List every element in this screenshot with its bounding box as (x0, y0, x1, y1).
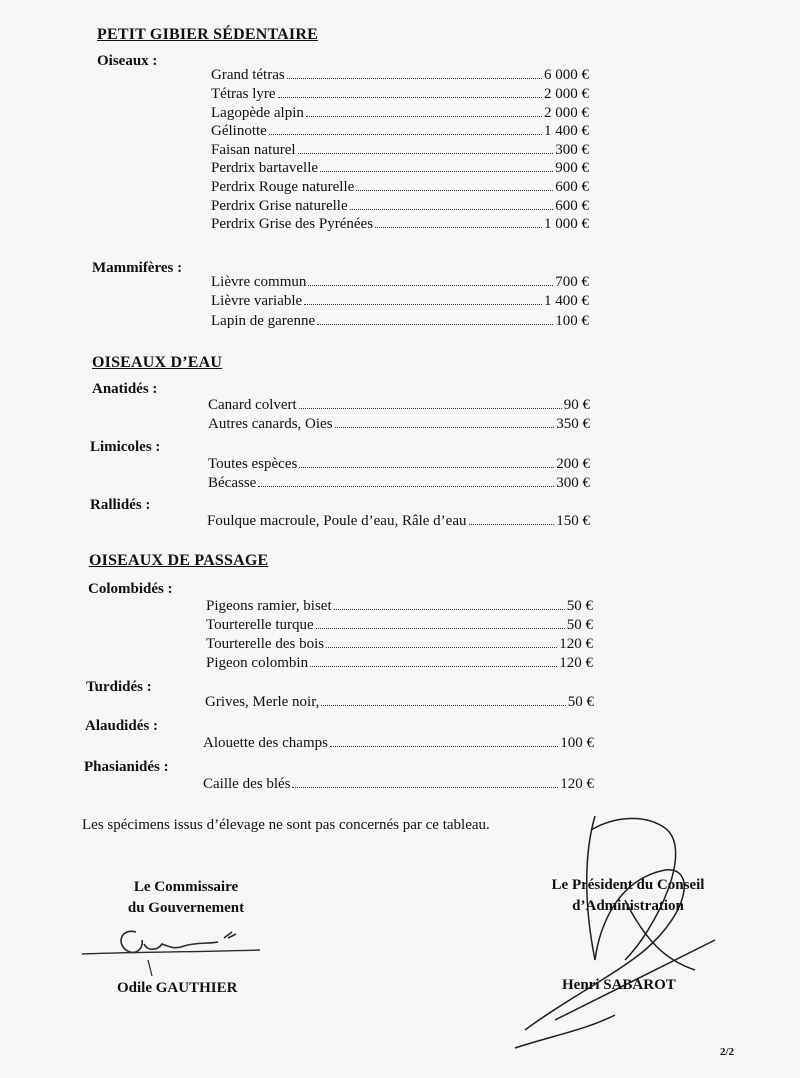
dot-leader (299, 455, 554, 468)
group-title: Alaudidés : (85, 718, 158, 734)
list-item (211, 104, 589, 122)
group-title: Limicoles : (90, 439, 161, 455)
item-name: Tétras lyre (211, 86, 276, 102)
item-price: 100 € (555, 313, 589, 329)
dot-leader (258, 474, 554, 487)
signatory-title-line: du Gouvernement (127, 900, 245, 916)
item-name: Alouette des champs (203, 735, 328, 751)
item-name: Pigeon colombin (206, 655, 309, 671)
dot-leader (310, 654, 557, 667)
item-name: Faisan naturel (211, 142, 296, 158)
item-price: 900 € (555, 160, 589, 176)
footnote: Les spécimens issus d’élevage ne sont pas concernés par ce tableau. (82, 817, 490, 833)
item-name: Caille des blés (203, 776, 291, 792)
dot-leader (308, 273, 553, 286)
page-number: 2/2 (720, 1046, 735, 1058)
item-name: Tourterelle turque (206, 617, 314, 633)
item-price: 50 € (567, 694, 594, 710)
item-name: Foulque macroule, Poule d’eau, Râle d’eau (207, 513, 467, 529)
item-price: 300 € (556, 475, 590, 491)
dot-leader (298, 141, 554, 154)
group-title: Oiseaux : (97, 53, 158, 69)
item-name: Perdrix Grise naturelle (211, 198, 348, 214)
list-item (203, 775, 594, 793)
list-item (211, 215, 589, 233)
signatory-title-line: Le Président du Conseil (551, 877, 705, 893)
item-price: 350 € (556, 416, 590, 432)
dot-leader (350, 197, 554, 210)
item-name: Perdrix Grise des Pyrénées (211, 216, 374, 232)
item-name: Grives, Merle noir, (205, 694, 320, 710)
item-price: 600 € (555, 179, 589, 195)
item-price: 600 € (555, 198, 589, 214)
item-price: 120 € (560, 776, 594, 792)
item-name: Perdrix Rouge naturelle (211, 179, 355, 195)
section-heading: OISEAUX DE PASSAGE (89, 552, 269, 569)
list-item (211, 66, 589, 84)
dot-leader (326, 635, 557, 648)
list-item (208, 455, 590, 473)
item-name: Autres canards, Oies (208, 416, 333, 432)
item-price: 1 000 € (544, 216, 589, 232)
signatory-title-line: Le Commissaire (133, 879, 239, 895)
item-name: Tourterelle des bois (206, 636, 325, 652)
item-price: 1 400 € (544, 293, 589, 309)
item-price: 6 000 € (544, 67, 589, 83)
dot-leader (269, 122, 542, 135)
group-title: Phasianidés : (84, 759, 169, 775)
list-item (211, 178, 589, 196)
dot-leader (330, 734, 558, 747)
group-title: Colombidés : (88, 581, 173, 597)
list-item (211, 312, 589, 330)
item-price: 150 € (556, 513, 590, 529)
dot-leader (335, 415, 555, 428)
dot-leader (316, 616, 565, 629)
dot-leader (304, 292, 542, 305)
list-item (211, 85, 589, 103)
section-heading: PETIT GIBIER SÉDENTAIRE (97, 26, 318, 43)
dot-leader (469, 512, 555, 525)
list-item (211, 141, 589, 159)
dot-leader (334, 597, 565, 610)
item-price: 300 € (555, 142, 589, 158)
item-name: Lapin de garenne (211, 313, 316, 329)
item-price: 700 € (555, 274, 589, 290)
item-price: 90 € (563, 397, 590, 413)
item-price: 2 000 € (544, 86, 589, 102)
item-price: 120 € (559, 636, 593, 652)
list-item (205, 693, 594, 711)
list-item (211, 292, 589, 310)
list-item (211, 122, 589, 140)
signatory-title-line: d’Administration (572, 898, 684, 914)
item-name: Perdrix bartavelle (211, 160, 319, 176)
signatory-name-left: Odile GAUTHIER (117, 980, 238, 996)
list-item (206, 654, 593, 672)
group-title: Rallidés : (90, 497, 151, 513)
item-price: 50 € (566, 598, 593, 614)
list-item (211, 197, 589, 215)
signatory-name-right: Henri SABAROT (562, 977, 676, 993)
item-price: 200 € (556, 456, 590, 472)
list-item (211, 159, 589, 177)
list-item (211, 273, 589, 291)
item-name: Canard colvert (208, 397, 297, 413)
dot-leader (317, 312, 553, 325)
dot-leader (306, 104, 542, 117)
dot-leader (356, 178, 553, 191)
item-name: Lièvre variable (211, 293, 303, 309)
list-item (208, 474, 590, 492)
list-item (203, 734, 594, 752)
section-heading: OISEAUX D’EAU (92, 354, 223, 371)
item-name: Bécasse (208, 475, 257, 491)
list-item (207, 512, 590, 530)
signatory-title-left (96, 877, 276, 919)
dot-leader (278, 85, 542, 98)
dot-leader (299, 396, 562, 409)
item-name: Toutes espèces (208, 456, 298, 472)
item-price: 50 € (566, 617, 593, 633)
group-title: Turdidés : (86, 679, 152, 695)
item-name: Pigeons ramier, biset (206, 598, 332, 614)
group-title: Mammifères : (92, 260, 183, 276)
list-item (206, 616, 593, 634)
item-name: Lagopède alpin (211, 105, 304, 121)
dot-leader (287, 66, 542, 79)
item-price: 120 € (559, 655, 593, 671)
item-name: Gélinotte (211, 123, 267, 139)
dot-leader (321, 693, 565, 706)
dot-leader (375, 215, 542, 228)
list-item (206, 597, 593, 615)
signature-left (78, 924, 268, 984)
item-name: Grand tétras (211, 67, 285, 83)
item-price: 1 400 € (544, 123, 589, 139)
list-item (206, 635, 593, 653)
list-item (208, 396, 590, 414)
signature-right (495, 810, 735, 1060)
dot-leader (292, 775, 558, 788)
item-price: 100 € (560, 735, 594, 751)
item-price: 2 000 € (544, 105, 589, 121)
group-title: Anatidés : (92, 381, 158, 397)
dot-leader (320, 159, 553, 172)
item-name: Lièvre commun (211, 274, 307, 290)
list-item (208, 415, 590, 433)
